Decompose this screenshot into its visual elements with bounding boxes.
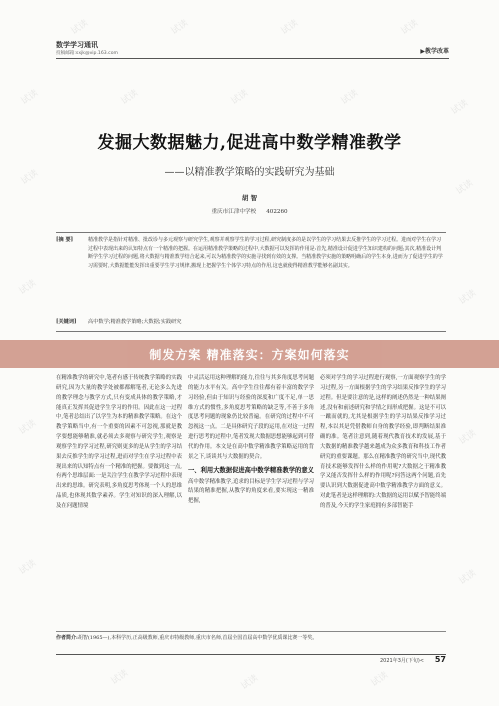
article-title: 发掘大数据魅力,促进高中数学精准教学 xyxy=(97,133,402,153)
abstract-label: [摘 要] xyxy=(56,237,74,243)
issue-date: 2021年3月(下旬)< xyxy=(380,658,424,664)
page-header xyxy=(56,40,449,62)
body-paragraph: 在精准教学的研究中,笔者有感于传统教学策略的实践研究,因为大量的教学处被都都解笔者,无论多么先进的教学理念与教学方式,只有变成具体的教学策略,才能真正发挥其促进学生学习的作用。因此在这一过程中,笔者总结出了以学生为本的精准教学策略。在这个教学策略当中,有一个重要的因素不可忽视,那就是教学要想能够精准,就必须去多观察与研究学生,观察是观察学生的学习过程,研究则更多的是从学生的学习结果去反推学生的学习过程,进而对学生在学习过程中表现出来的认知特点有一个精准的把握。要做到这一点,有两个思维层面:一是关注学生在教学学习过程中表现出来的思维。研究表明,多角度思考体现一个人的思维品质,也体现其数学素养。学生对知识的深入理解,以及在问题情境 xyxy=(56,375,182,509)
footnote-text: 胡智(1965—),本科学历,正高级教师,重庆市特级教师,重庆市名师,首届全国首届高中数学优质课比赛一等奖。 xyxy=(77,635,318,641)
body-column-2 xyxy=(188,374,314,624)
watermark: 试读 xyxy=(17,278,39,297)
author-affiliation xyxy=(0,207,499,215)
body-column-1 xyxy=(56,374,182,624)
postcode: 402260 xyxy=(266,209,288,215)
keywords-label: [关键词] xyxy=(56,319,77,325)
body-column-3 xyxy=(320,374,446,624)
watermark: 试读 xyxy=(339,88,361,107)
watermark: 试读 xyxy=(239,673,261,692)
watermark: 试读 xyxy=(457,568,479,587)
watermark: 试读 xyxy=(109,668,131,687)
abstract-text: 精准教学是指针对精准、批改诊与多元观察与研究学生,观察并观察学生的学习过程,研究制度多的是以学生的学习结果去反推学生的学习过程。进而对学生在学习过程中表现出来的认知特点有一个精准的把握。在运用精准教学策略的过程中,大数据可以发挥的作用是:首先,精准设计促进学生知识建构的问题;其次,精准设计判断学生学习过程的问题,将大数据与精准教学结合起来,可以为精准教学的实施寻找到有效的支撑。当精准教学实施的策略明确后的学生本身,进而为了促进学生的学习需要时,大数据能能发挥出重要学生学习规律,搬现上把握学生个体学习特点的作用,这也就使得精准教学能够名副其实。 xyxy=(88,237,443,270)
footer-rule xyxy=(56,654,446,655)
journal-email: 投稿邮箱:sxjk@vip.163.com xyxy=(56,51,118,56)
article-subtitle: ——以精准教学策略的实践研究为基础 xyxy=(164,167,335,178)
affiliation-name: 重庆市江津中学校 xyxy=(211,209,257,215)
watermark: 试读 xyxy=(19,168,41,187)
banner-text: 制发方案 精准落实：方案如何落实 xyxy=(149,348,350,362)
header-rule xyxy=(56,58,449,59)
journal-name: 数学学习通讯 xyxy=(56,41,98,49)
footnote-label: 作者简介: xyxy=(56,635,78,641)
watermark: 试读 xyxy=(279,18,301,37)
watermark: 试读 xyxy=(369,670,391,689)
footnote-rule xyxy=(56,631,446,632)
section-heading: 一、利用大数据促进高中数学精准教学的意义 xyxy=(188,466,314,474)
page-footer xyxy=(56,654,446,668)
body-paragraph: 高中数学精准教学,追求的目标是学生学习过程与学习结果的精准把握,从教学的角度来看,要实现这一精准把握, xyxy=(188,478,314,505)
keywords-text: 高中数学;精准教学策略;大数据;实践研究 xyxy=(88,319,182,325)
watermark: 试读 xyxy=(169,18,191,37)
author-footnote xyxy=(56,634,446,641)
promo-banner[interactable] xyxy=(0,340,499,368)
watermark: 试读 xyxy=(457,288,479,307)
watermark: 试读 xyxy=(454,178,476,197)
watermark: 试读 xyxy=(19,88,41,107)
watermark: 试读 xyxy=(69,18,91,37)
abstract-box xyxy=(56,232,446,332)
page-number: 57 xyxy=(434,655,446,664)
body-paragraph: 必须对学生的学习过程进行观察,一方面观察学生的学习过程,另一方面根据学生的学习结果反推学生的学习过程。但是要注意的是,这样的阐述仍然是一种结果阐述,没有和前述研究和学情之间形成把握。这是不可以一蹴而就的,尤其是根据学生的学习结果反推学习过程,本以其是凭借教师自身的教学经验,即判断结果准确的准。笔者注意到,随着现代教育技术的发展,基于大数据的精准教学越来越成为众多教育和科技工作者研究的重要课题。那么在精准教学的研究当中,现代教育技术能够发挥什么样的作用呢?大数据之于精准教学又能否发挥什么样的作用呢?问答这两个问题,首先要认识到大数据促进高中数学精准教学方面的意义。对此笔者是这样理解的:大数据的运用以赋予智能终端的普及,今天的学生家庭拥有多部智能手 xyxy=(320,375,446,509)
section-label: ▶教学改革 xyxy=(420,48,449,55)
watermark: 试读 xyxy=(17,418,39,437)
author-name: 胡 智 xyxy=(241,194,258,202)
watermark: 试读 xyxy=(119,88,141,107)
watermark: 试读 xyxy=(449,98,471,117)
watermark: 试读 xyxy=(457,428,479,447)
body-paragraph: 中灵活运用这种理解的能力,往往与其多角度思考问题的能力水平有关。高中学生往往都有着丰富的数学学习经验,但由于知识与经验的深度和广度不足,单一思维方式的惯性,多角度思考策略的缺乏等,不善于多角度思考问题的现象仍比较普遍。在研究的过程中不可忽视这一点。二是具体研究子段的运用,在对这一过程进行思考的过程中,笔者发现大数据思想能够起到可替代的作用。本文是在高中数学精准教学策略运用的背景之下,谈谈其与大数据的契合。 xyxy=(188,375,314,460)
watermark: 试读 xyxy=(399,18,421,37)
watermark: 试读 xyxy=(229,88,251,107)
watermark: 试读 xyxy=(17,558,39,577)
